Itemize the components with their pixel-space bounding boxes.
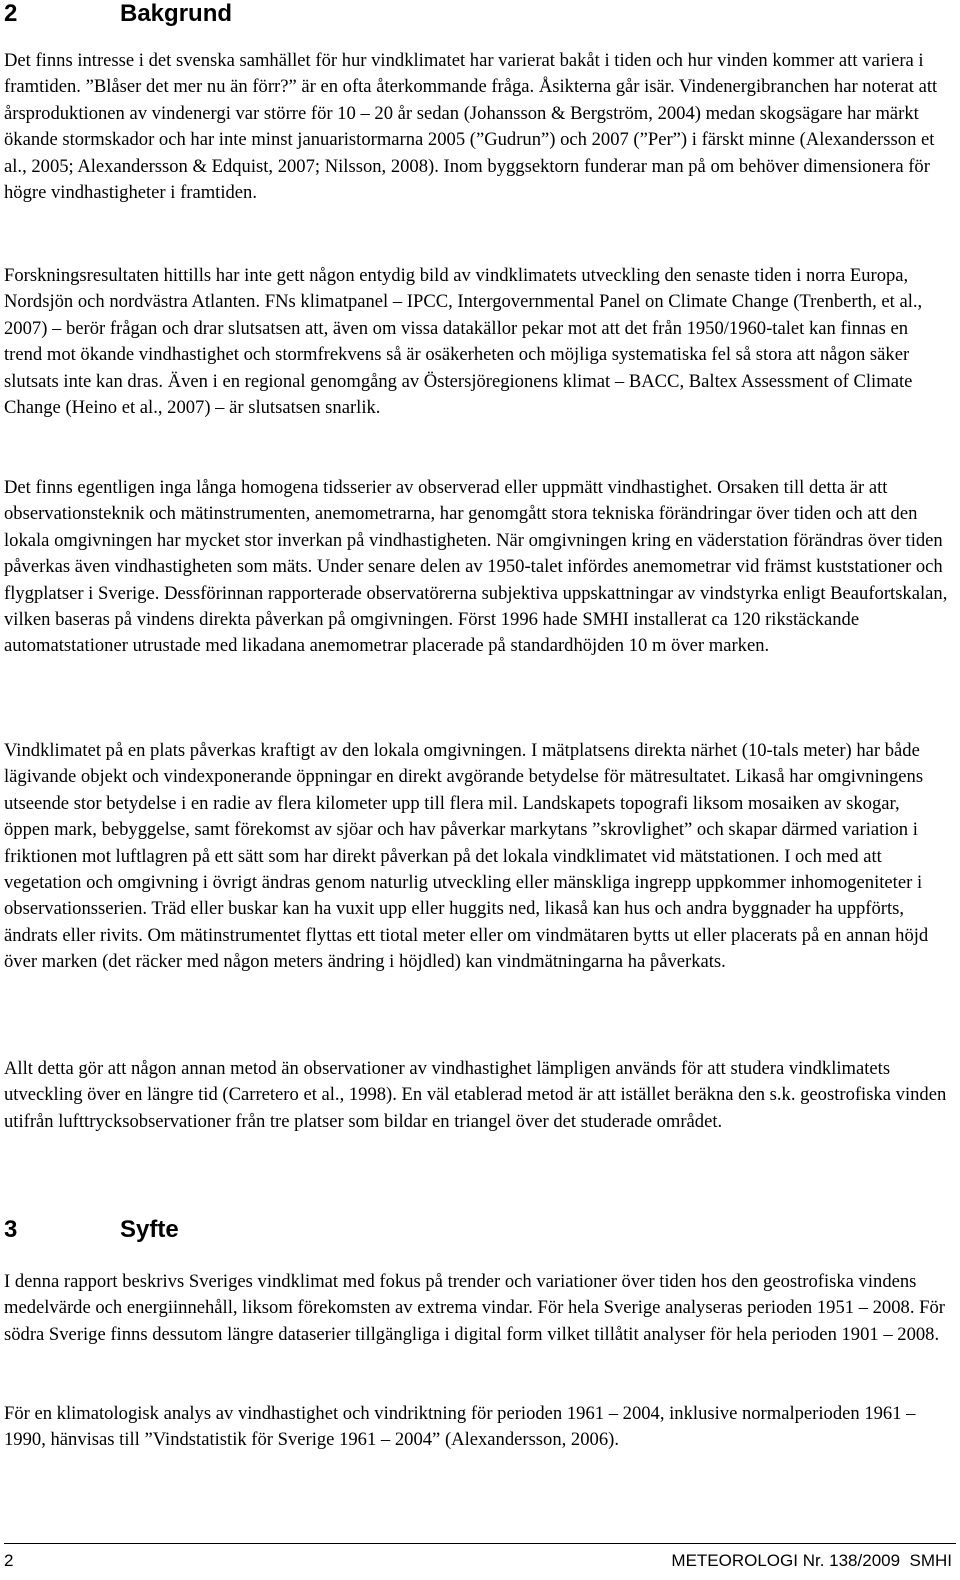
footer-divider — [4, 1543, 956, 1544]
paragraph: Vindklimatet på en plats påverkas kraftigt av den lokala omgivningen. I mätplatsens direkta närhet (10-tals meter) har både lägivande objekt och vindexponerande öppningar en direkt avgörande betydelse för mätresultatet. Likaså har omgivningens utseende stor betydelse i en radie av flera kilometer upp till flera mil. Landskapets topografi liksom mosaiken av skogar, öppen mark, bebyggelse, samt förekomst av sjöar och hav påverkar markytans ”skrovlighet” och skapar därmed variation i friktionen mot luftlagren på ett sätt som har direkt påverkan på det lokala vindklimatet vid mätstationen. I och med att vegetation och omgivning i övrigt ändras genom naturlig utveckling eller mänskliga ingrepp uppkommer inhomogeniteter i observationsserien. Träd eller buskar kan ha vuxit upp eller huggits ned, likaså kan hus och andra byggnader ha uppförts, ändrats eller rivits. Om mätinstrumentet flyttas ett tiotal meter eller om vindmätaren bytts ut eller placerats på en annan höjd över marken (det räcker med någon meters ändring i höjdled) kan vindmätningarna ha påverkats. — [4, 740, 929, 973]
paragraph: Det finns egentligen inga långa homogena tidsserier av observerad eller uppmätt vindhastighet. Orsaken till detta är att observationsteknik och mätinstrumenten, anemometrarna, har genomgått stora tekniska förändringar över tiden och att den lokala omgivningen har mycket stor inverkan på vindhastigheten. När omgivningen kring en väderstation förändras över tiden påverkas även vindhastigheten som mäts. Under senare delen av 1950-talet infördes anemometrar vid främst kuststationer och flygplatser i Sverige. Dessförinnan rapporterade observatörerna subjektiva uppskattningar av vindstyrka enligt Beaufortskalan, vilken baseras på vindens direkta påverkan på omgivningen. Först 1996 hade SMHI installerat ca 120 rikstäckande automatstationer utrustade med likadana anemometrar placerade på standardhöjden 10 m över marken. — [4, 477, 948, 657]
section-title: Bakgrund — [120, 0, 233, 27]
section-heading-syfte — [4, 1216, 179, 1244]
paragraph: För en klimatologisk analys av vindhastighet och vindriktning för perioden 1961 – 2004, inklusive normalperioden 1961 – 1990, hänvisas till ”Vindstatistik för Sverige 1961 – 2004” (Alexandersson, 2006). — [4, 1403, 916, 1451]
paragraph: I denna rapport beskrivs Sveriges vindklimat med fokus på trender och variationer över tiden hos den geostrofiska vindens medelvärde och energiinnehåll, liksom förekomsten av extrema vindar. För hela Sverige analyseras perioden 1951 – 2008. För södra Sverige finns dessutom längre dataserier tillgängliga i digital form vilket tillåtit analyser för hela perioden 1901 – 2008. — [4, 1271, 945, 1345]
section-number: 3 — [4, 1216, 18, 1243]
publication-info: METEOROLOGI Nr. 138/2009 SMHI — [671, 1551, 952, 1570]
page-number: 2 — [4, 1551, 14, 1570]
paragraph: Forskningsresultaten hittills har inte gett någon entydig bild av vindklimatets utveckling den senaste tiden i norra Europa, Nordsjön och nordvästra Atlanten. FNs klimatpanel – IPCC, Intergovernmental Panel on Climate Change (Trenberth, et al., 2007) – berör frågan och drar slutsatsen att, även om vissa datakällor pekar mot att det från 1950/1960-talet kan finnas en trend mot ökande vindhastighet och stormfrekvens så är osäkerheten och möjliga systematiska fel så stora att någon säker slutsats inte kan dras. Även i en regional genomgång av Östersjöregionens klimat – BACC, Baltex Assessment of Climate Change (Heino et al., 2007) – är slutsatsen snarlik. — [4, 265, 923, 419]
section-heading-bakgrund — [4, 0, 232, 28]
paragraph: Allt detta gör att någon annan metod än observationer av vindhastighet lämpligen används för att studera vindklimatets utveckling över en längre tid (Carretero et al., 1998). En väl etablerad metod är att istället beräkna den s.k. geostrofiska vinden utifrån lufttrycksobservationer från tre platser som bildar en triangel över det studerade området. — [4, 1058, 947, 1132]
section-number: 2 — [4, 0, 18, 27]
section-title: Syfte — [120, 1216, 179, 1243]
paragraph: Det finns intresse i det svenska samhället för hur vindklimatet har varierat bakåt i tiden och hur vinden kommer att variera i framtiden. ”Blåser det mer nu än förr?” är en ofta återkommande fråga. Åsikterna går isär. Vindenergibranchen har noterat att årsproduktionen av vindenergi var större för 10 – 20 år sedan (Johansson & Bergström, 2004) medan skogsägare har märkt ökande stormskador och har inte minst januaristormarna 2005 (”Gudrun”) och 2007 (”Per”) i färskt minne (Alexandersson et al., 2005; Alexandersson & Edquist, 2007; Nilsson, 2008). Inom byggsektorn funderar man på om behöver dimensionera för högre vindhastigheter i framtiden. — [4, 50, 938, 204]
